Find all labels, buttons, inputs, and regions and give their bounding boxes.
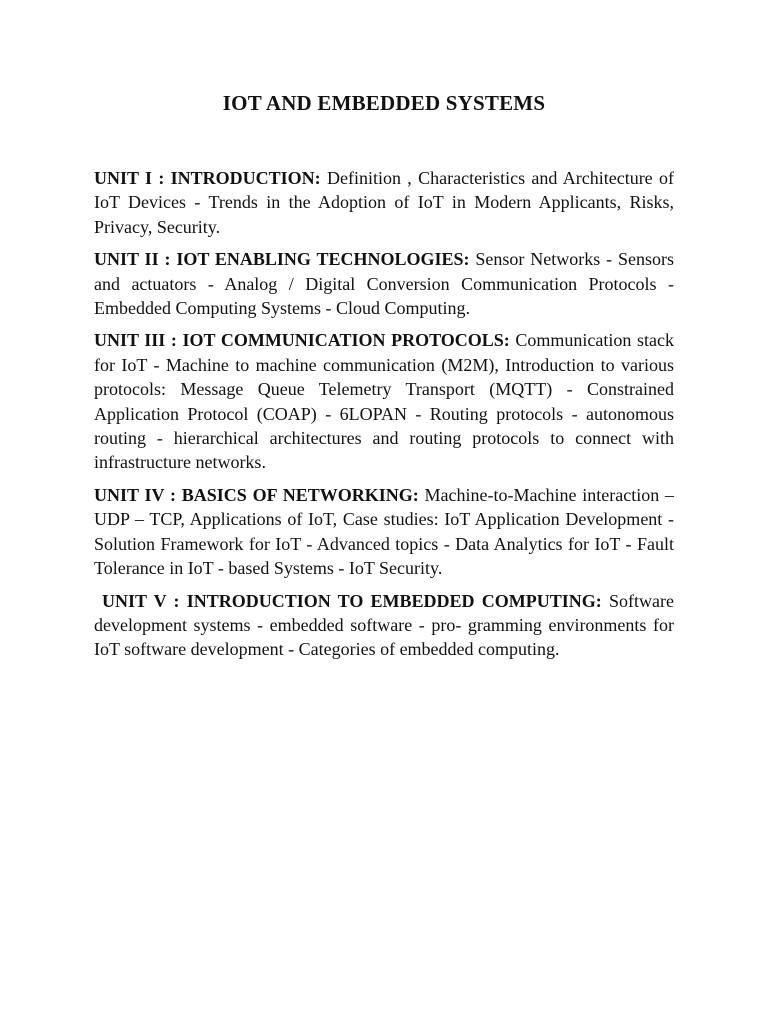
unit-1-body: Definition , Characteristics and Architecture of IoT Devices - Trends in the Adoption of IoT in Modern Applicants, Risks, Privacy, Security. <box>94 168 674 237</box>
unit-5-heading: UNIT V : INTRODUCTION TO EMBEDDED COMPUTING: <box>102 590 602 611</box>
unit-5-paragraph <box>94 589 674 662</box>
unit-4-heading: UNIT IV : BASICS OF NETWORKING: <box>94 484 419 505</box>
unit-3-heading: UNIT III : IOT COMMUNICATION PROTOCOLS: <box>94 330 510 351</box>
unit-4-body: Machine-to-Machine interaction – UDP – TCP, Applications of IoT, Case studies: IoT Application Development - Solution Framework for IoT - Advanced topics - Data Analytics for IoT - Fault Tolerance in IoT - based Systems - IoT Security. <box>94 484 674 579</box>
syllabus-units <box>94 166 674 670</box>
unit-4-paragraph <box>94 483 674 581</box>
unit-2-body: Sensor Networks - Sensors and actuators - Analog / Digital Conversion Communication Protocols - Embedded Computing Systems - Cloud Computing. <box>94 249 675 319</box>
unit-1-paragraph <box>94 166 674 239</box>
unit-3-body: Communication stack for IoT - Machine to machine communication (M2M), Introduction to various protocols: Message Queue Telemetry Transport (MQTT) - Constrained Application Protocol (COAP) - 6LOPAN - Routing protocols - autonomous routing - hierarchical architectures and routing protocols to connect with infrastructure networks. <box>94 330 674 473</box>
unit-3-paragraph <box>94 328 674 474</box>
unit-1-heading: UNIT I : INTRODUCTION: <box>94 168 321 188</box>
unit-2-paragraph <box>94 247 674 320</box>
unit-2-heading: UNIT II : IOT ENABLING TECHNOLOGIES: <box>94 249 470 270</box>
page-title: IOT AND EMBEDDED SYSTEMS <box>222 91 546 115</box>
unit-5-body: Software development systems - embedded software - pro- gramming environments for IoT software development - Categories of embedded computing. <box>94 590 674 660</box>
